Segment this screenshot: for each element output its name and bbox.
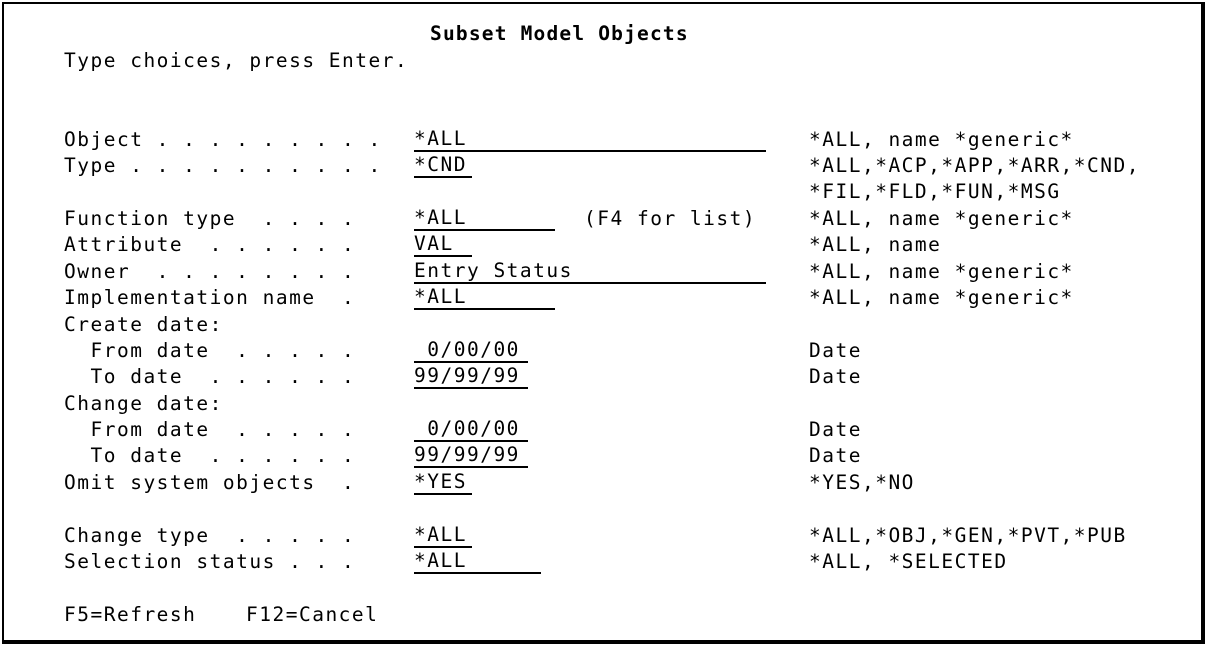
object-input[interactable]: *ALL [414, 128, 766, 152]
owner-hint: *ALL, name *generic* [809, 260, 1074, 283]
create-from-date-hint: Date [809, 339, 862, 362]
function-type-input[interactable]: *ALL [414, 207, 555, 231]
selection-status-input[interactable]: *ALL [414, 550, 541, 574]
attribute-input[interactable]: VAL [414, 233, 472, 257]
f5-refresh-key[interactable]: F5=Refresh [64, 603, 197, 626]
change-type-hint: *ALL,*OBJ,*GEN,*PVT,*PUB [809, 524, 1127, 547]
create-from-date-input[interactable]: 0/00/00 [414, 339, 528, 363]
type-input[interactable]: *CND [414, 154, 472, 178]
omit-system-objects-hint: *YES,*NO [809, 471, 915, 494]
create-from-date-label: From date . . . . . [64, 339, 356, 362]
create-to-date-hint: Date [809, 365, 862, 388]
attribute-label: Attribute . . . . . . [64, 233, 356, 256]
object-label: Object . . . . . . . . . [64, 128, 382, 151]
owner-label: Owner . . . . . . . . [64, 260, 356, 283]
implementation-name-input[interactable]: *ALL [414, 286, 555, 310]
change-date-heading: Change date: [64, 392, 223, 415]
object-hint: *ALL, name *generic* [809, 128, 1074, 151]
f12-cancel-key[interactable]: F12=Cancel [246, 603, 379, 626]
implementation-name-label: Implementation name . [64, 286, 356, 309]
type-hint-continued: *FIL,*FLD,*FUN,*MSG [809, 180, 1061, 203]
omit-system-objects-input[interactable]: *YES [414, 471, 472, 495]
implementation-name-hint: *ALL, name *generic* [809, 286, 1074, 309]
type-label: Type . . . . . . . . . . [64, 154, 382, 177]
owner-input[interactable]: Entry Status [414, 260, 766, 284]
create-to-date-label: To date . . . . . . [64, 365, 356, 388]
instructions: Type choices, press Enter. [64, 49, 409, 72]
attribute-hint: *ALL, name [809, 233, 942, 256]
terminal-screen [2, 2, 1205, 644]
change-from-date-label: From date . . . . . [64, 418, 356, 441]
change-to-date-label: To date . . . . . . [64, 444, 356, 467]
type-hint: *ALL,*ACP,*APP,*ARR,*CND, [809, 154, 1140, 177]
function-type-hint: *ALL, name *generic* [809, 207, 1074, 230]
change-from-date-hint: Date [809, 418, 862, 441]
change-to-date-input[interactable]: 99/99/99 [414, 444, 528, 468]
function-type-f4-note: (F4 for list) [584, 207, 757, 230]
function-type-label: Function type . . . . [64, 207, 356, 230]
selection-status-hint: *ALL, *SELECTED [809, 550, 1008, 573]
change-from-date-input[interactable]: 0/00/00 [414, 418, 528, 442]
change-to-date-hint: Date [809, 444, 862, 467]
create-to-date-input[interactable]: 99/99/99 [414, 365, 528, 389]
selection-status-label: Selection status . . . [64, 550, 356, 573]
change-type-label: Change type . . . . . [64, 524, 356, 547]
screen-title: Subset Model Objects [430, 22, 689, 45]
omit-system-objects-label: Omit system objects . [64, 471, 356, 494]
create-date-heading: Create date: [64, 313, 223, 336]
change-type-input[interactable]: *ALL [414, 524, 472, 548]
